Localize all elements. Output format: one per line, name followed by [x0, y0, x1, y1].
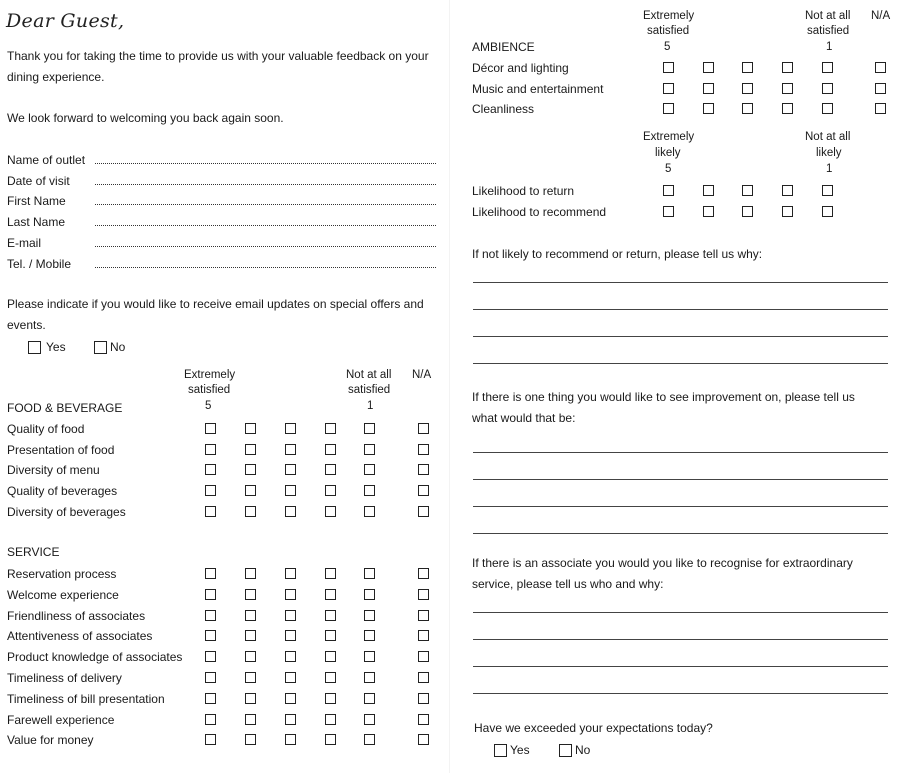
exceeded-no-checkbox[interactable]: [559, 744, 572, 757]
rating-checkbox-timeliness-of-bill-presentation-5[interactable]: [205, 693, 216, 704]
rating-checkbox-product-knowledge-of-associates-1[interactable]: [364, 651, 375, 662]
rating-label-music-and-entertainment: Music and entertainment: [472, 81, 604, 96]
rating-label-timeliness-of-delivery: Timeliness of delivery: [7, 671, 122, 685]
rating-checkbox-quality-of-food-na[interactable]: [418, 423, 429, 434]
rating-checkbox-farewell-experience-5[interactable]: [205, 714, 216, 725]
rating-checkbox-music-and-entertainment-5[interactable]: [663, 83, 674, 94]
rating-checkbox-quality-of-food-1[interactable]: [364, 423, 375, 434]
rating-checkbox-value-for-money-3[interactable]: [285, 734, 296, 745]
rating-checkbox-cleanliness-1[interactable]: [822, 103, 833, 114]
ambience-scale-one: 1: [826, 41, 833, 53]
rating-checkbox-presentation-of-food-3[interactable]: [285, 444, 296, 455]
rating-checkbox-welcome-experience-3[interactable]: [285, 589, 296, 600]
email-updates-yes-label: Yes: [46, 340, 66, 354]
rating-checkbox-timeliness-of-delivery-4[interactable]: [245, 672, 256, 683]
field-label-tel-mobile: Tel. / Mobile: [7, 256, 72, 271]
rating-checkbox-product-knowledge-of-associates-3[interactable]: [285, 651, 296, 662]
food-scale-not-at-all: Not at all: [346, 369, 392, 381]
rating-checkbox-attentiveness-of-associates-3[interactable]: [285, 630, 296, 641]
rating-checkbox-farewell-experience-na[interactable]: [418, 714, 429, 725]
rating-label-product-knowledge-of-associates: Product knowledge of associates: [7, 650, 183, 665]
rating-checkbox-likelihood-to-return-3[interactable]: [742, 185, 753, 196]
rating-checkbox-music-and-entertainment-1[interactable]: [822, 83, 833, 94]
rating-checkbox-friendliness-of-associates-2[interactable]: [325, 610, 336, 621]
rating-checkbox-likelihood-to-return-2[interactable]: [782, 185, 793, 196]
rating-checkbox-diversity-of-beverages-1[interactable]: [364, 506, 375, 517]
food-beverage-heading: FOOD & BEVERAGE: [7, 401, 123, 415]
rating-label-farewell-experience: Farewell experience: [7, 712, 115, 727]
answer-line-2-1[interactable]: [473, 452, 888, 453]
field-label-last-name: Last Name: [7, 215, 66, 230]
rating-checkbox-quality-of-food-4[interactable]: [245, 423, 256, 434]
rating-checkbox-d-cor-and-lighting-na[interactable]: [875, 62, 886, 73]
rating-checkbox-farewell-experience-1[interactable]: [364, 714, 375, 725]
answer-line-2-3[interactable]: [473, 506, 888, 507]
likely-scale-one: 1: [826, 163, 833, 175]
email-updates-yes-checkbox[interactable]: [28, 341, 41, 354]
rating-checkbox-farewell-experience-2[interactable]: [325, 714, 336, 725]
rating-checkbox-likelihood-to-recommend-2[interactable]: [782, 206, 793, 217]
rating-checkbox-quality-of-beverages-2[interactable]: [325, 485, 336, 496]
rating-checkbox-likelihood-to-recommend-3[interactable]: [742, 206, 753, 217]
answer-line-3-1[interactable]: [473, 612, 888, 613]
field-label-e-mail: E-mail: [7, 235, 42, 250]
rating-checkbox-presentation-of-food-5[interactable]: [205, 444, 216, 455]
food-scale-one: 1: [367, 400, 374, 412]
rating-label-likelihood-to-recommend: Likelihood to recommend: [472, 204, 607, 219]
field-label-date-of-visit: Date of visit: [7, 173, 70, 188]
exceeded-no-label: No: [575, 743, 591, 757]
field-input-tel-mobile[interactable]: [95, 267, 436, 268]
rating-checkbox-welcome-experience-na[interactable]: [418, 589, 429, 600]
rating-checkbox-quality-of-beverages-na[interactable]: [418, 485, 429, 496]
field-input-last-name[interactable]: [95, 225, 436, 226]
rating-checkbox-music-and-entertainment-2[interactable]: [782, 83, 793, 94]
food-scale-na: N/A: [412, 369, 432, 381]
likely-scale-extremely: Extremely: [643, 131, 695, 143]
rating-checkbox-attentiveness-of-associates-4[interactable]: [245, 630, 256, 641]
salutation: Dear Guest,: [6, 10, 125, 32]
rating-label-value-for-money: Value for money: [7, 733, 94, 748]
email-updates-no-label: No: [110, 340, 126, 354]
rating-checkbox-d-cor-and-lighting-2[interactable]: [782, 62, 793, 73]
rating-checkbox-diversity-of-menu-2[interactable]: [325, 464, 336, 475]
rating-checkbox-likelihood-to-return-5[interactable]: [663, 185, 674, 196]
rating-checkbox-diversity-of-beverages-2[interactable]: [325, 506, 336, 517]
likely-scale-likely: likely: [655, 147, 681, 159]
rating-checkbox-d-cor-and-lighting-4[interactable]: [703, 62, 714, 73]
rating-label-attentiveness-of-associates: Attentiveness of associates: [7, 629, 153, 644]
food-scale-satisfied-low: satisfied: [348, 384, 391, 396]
rating-checkbox-timeliness-of-bill-presentation-3[interactable]: [285, 693, 296, 704]
email-updates-text-line2: events.: [7, 318, 46, 332]
rating-checkbox-value-for-money-5[interactable]: [205, 734, 216, 745]
rating-label-cleanliness: Cleanliness: [472, 102, 535, 116]
rating-checkbox-likelihood-to-return-4[interactable]: [703, 185, 714, 196]
rating-checkbox-diversity-of-menu-1[interactable]: [364, 464, 375, 475]
rating-checkbox-diversity-of-menu-na[interactable]: [418, 464, 429, 475]
service-heading: SERVICE: [7, 545, 60, 559]
ambience-scale-extremely: Extremely: [643, 10, 695, 22]
rating-checkbox-welcome-experience-4[interactable]: [245, 589, 256, 600]
answer-line-1-4[interactable]: [473, 363, 888, 364]
answer-line-1-1[interactable]: [473, 282, 888, 283]
rating-checkbox-friendliness-of-associates-3[interactable]: [285, 610, 296, 621]
exceeded-yes-label: Yes: [510, 743, 530, 757]
rating-checkbox-cleanliness-5[interactable]: [663, 103, 674, 114]
field-input-date-of-visit[interactable]: [95, 184, 436, 185]
rating-checkbox-likelihood-to-recommend-5[interactable]: [663, 206, 674, 217]
rating-checkbox-attentiveness-of-associates-5[interactable]: [205, 630, 216, 641]
food-scale-five: 5: [205, 400, 212, 412]
not-likely-question: If not likely to recommend or return, please tell us why:: [472, 247, 763, 261]
rating-label-welcome-experience: Welcome experience: [7, 587, 119, 602]
rating-checkbox-cleanliness-4[interactable]: [703, 103, 714, 114]
rating-checkbox-presentation-of-food-4[interactable]: [245, 444, 256, 455]
exceeded-yes-checkbox[interactable]: [494, 744, 507, 757]
rating-checkbox-music-and-entertainment-3[interactable]: [742, 83, 753, 94]
answer-line-3-4[interactable]: [473, 693, 888, 694]
rating-checkbox-cleanliness-3[interactable]: [742, 103, 753, 114]
rating-checkbox-welcome-experience-5[interactable]: [205, 589, 216, 600]
answer-line-3-3[interactable]: [473, 666, 888, 667]
rating-checkbox-quality-of-food-2[interactable]: [325, 423, 336, 434]
rating-checkbox-cleanliness-na[interactable]: [875, 103, 886, 114]
ambience-scale-satisfied-low: satisfied: [807, 25, 850, 37]
rating-checkbox-likelihood-to-recommend-1[interactable]: [822, 206, 833, 217]
rating-checkbox-quality-of-beverages-3[interactable]: [285, 485, 296, 496]
page-fold: [449, 0, 450, 773]
rating-checkbox-friendliness-of-associates-na[interactable]: [418, 610, 429, 621]
ambience-scale-not-at-all: Not at all: [805, 10, 851, 22]
food-scale-satisfied: satisfied: [188, 384, 231, 396]
rating-checkbox-value-for-money-2[interactable]: [325, 734, 336, 745]
rating-checkbox-diversity-of-beverages-5[interactable]: [205, 506, 216, 517]
rating-checkbox-welcome-experience-1[interactable]: [364, 589, 375, 600]
rating-label-diversity-of-beverages: Diversity of beverages: [7, 504, 126, 519]
rating-checkbox-diversity-of-menu-4[interactable]: [245, 464, 256, 475]
rating-checkbox-product-knowledge-of-associates-na[interactable]: [418, 651, 429, 662]
rating-label-diversity-of-menu: Diversity of menu: [7, 463, 100, 478]
rating-checkbox-diversity-of-menu-5[interactable]: [205, 464, 216, 475]
email-updates-text-line1: Please indicate if you would like to receive email updates on special offers and: [7, 297, 424, 311]
rating-checkbox-quality-of-beverages-1[interactable]: [364, 485, 375, 496]
rating-checkbox-timeliness-of-delivery-na[interactable]: [418, 672, 429, 683]
intro-text-line1: Thank you for taking the time to provide us with your valuable feedback on your: [7, 49, 429, 63]
rating-checkbox-reservation-process-5[interactable]: [205, 568, 216, 579]
food-scale-extremely: Extremely: [184, 369, 236, 381]
rating-checkbox-presentation-of-food-1[interactable]: [364, 444, 375, 455]
likely-scale-likely-low: likely: [816, 147, 842, 159]
rating-checkbox-attentiveness-of-associates-1[interactable]: [364, 630, 375, 641]
rating-checkbox-reservation-process-na[interactable]: [418, 568, 429, 579]
field-label-first-name: First Name: [7, 194, 66, 209]
rating-checkbox-welcome-experience-2[interactable]: [325, 589, 336, 600]
rating-checkbox-friendliness-of-associates-4[interactable]: [245, 610, 256, 621]
rating-checkbox-likelihood-to-recommend-4[interactable]: [703, 206, 714, 217]
rating-checkbox-timeliness-of-delivery-5[interactable]: [205, 672, 216, 683]
answer-line-1-3[interactable]: [473, 336, 888, 337]
rating-checkbox-attentiveness-of-associates-2[interactable]: [325, 630, 336, 641]
rating-checkbox-farewell-experience-3[interactable]: [285, 714, 296, 725]
field-input-first-name[interactable]: [95, 204, 436, 205]
rating-checkbox-quality-of-food-3[interactable]: [285, 423, 296, 434]
exceeded-question: Have we exceeded your expectations today?: [474, 721, 713, 735]
ambience-scale-na: N/A: [871, 10, 891, 22]
rating-checkbox-diversity-of-beverages-4[interactable]: [245, 506, 256, 517]
rating-checkbox-reservation-process-4[interactable]: [245, 568, 256, 579]
rating-checkbox-friendliness-of-associates-1[interactable]: [364, 610, 375, 621]
email-updates-no-checkbox[interactable]: [94, 341, 107, 354]
likely-scale-not-at-all: Not at all: [805, 131, 851, 143]
rating-checkbox-friendliness-of-associates-5[interactable]: [205, 610, 216, 621]
answer-line-2-2[interactable]: [473, 479, 888, 480]
rating-checkbox-reservation-process-3[interactable]: [285, 568, 296, 579]
rating-checkbox-quality-of-food-5[interactable]: [205, 423, 216, 434]
rating-checkbox-farewell-experience-4[interactable]: [245, 714, 256, 725]
rating-checkbox-attentiveness-of-associates-na[interactable]: [418, 630, 429, 641]
field-label-name-of-outlet: Name of outlet: [7, 153, 86, 167]
rating-checkbox-timeliness-of-bill-presentation-4[interactable]: [245, 693, 256, 704]
rating-checkbox-product-knowledge-of-associates-5[interactable]: [205, 651, 216, 662]
rating-checkbox-value-for-money-na[interactable]: [418, 734, 429, 745]
answer-line-3-2[interactable]: [473, 639, 888, 640]
rating-checkbox-quality-of-beverages-4[interactable]: [245, 485, 256, 496]
rating-checkbox-diversity-of-beverages-3[interactable]: [285, 506, 296, 517]
rating-checkbox-diversity-of-menu-3[interactable]: [285, 464, 296, 475]
rating-checkbox-reservation-process-1[interactable]: [364, 568, 375, 579]
rating-checkbox-reservation-process-2[interactable]: [325, 568, 336, 579]
ambience-scale-five: 5: [664, 41, 671, 53]
rating-checkbox-presentation-of-food-2[interactable]: [325, 444, 336, 455]
field-input-e-mail[interactable]: [95, 246, 436, 247]
likely-scale-five: 5: [665, 163, 672, 175]
rating-checkbox-music-and-entertainment-na[interactable]: [875, 83, 886, 94]
ambience-scale-satisfied: satisfied: [647, 25, 690, 37]
rating-checkbox-music-and-entertainment-4[interactable]: [703, 83, 714, 94]
answer-line-1-2[interactable]: [473, 309, 888, 310]
rating-label-likelihood-to-return: Likelihood to return: [472, 184, 575, 198]
rating-checkbox-d-cor-and-lighting-5[interactable]: [663, 62, 674, 73]
rating-label-timeliness-of-bill-presentation: Timeliness of bill presentation: [7, 691, 165, 706]
rating-checkbox-timeliness-of-bill-presentation-na[interactable]: [418, 693, 429, 704]
intro-text-line2: dining experience.: [7, 70, 105, 84]
rating-checkbox-product-knowledge-of-associates-2[interactable]: [325, 651, 336, 662]
rating-checkbox-value-for-money-1[interactable]: [364, 734, 375, 745]
rating-checkbox-likelihood-to-return-1[interactable]: [822, 185, 833, 196]
answer-line-2-4[interactable]: [473, 533, 888, 534]
rating-label-d-cor-and-lighting: Décor and lighting: [472, 61, 569, 75]
rating-checkbox-value-for-money-4[interactable]: [245, 734, 256, 745]
rating-checkbox-timeliness-of-delivery-2[interactable]: [325, 672, 336, 683]
rating-checkbox-d-cor-and-lighting-3[interactable]: [742, 62, 753, 73]
rating-checkbox-quality-of-beverages-5[interactable]: [205, 485, 216, 496]
rating-label-friendliness-of-associates: Friendliness of associates: [7, 608, 146, 623]
welcome-back-text: We look forward to welcoming you back again soon.: [7, 111, 284, 125]
rating-checkbox-d-cor-and-lighting-1[interactable]: [822, 62, 833, 73]
rating-checkbox-timeliness-of-delivery-3[interactable]: [285, 672, 296, 683]
rating-label-quality-of-beverages: Quality of beverages: [7, 484, 118, 499]
rating-checkbox-presentation-of-food-na[interactable]: [418, 444, 429, 455]
rating-label-quality-of-food: Quality of food: [7, 422, 85, 436]
rating-checkbox-timeliness-of-delivery-1[interactable]: [364, 672, 375, 683]
field-input-name-of-outlet[interactable]: [95, 163, 436, 164]
rating-checkbox-product-knowledge-of-associates-4[interactable]: [245, 651, 256, 662]
ambience-heading: AMBIENCE: [472, 40, 535, 54]
rating-checkbox-cleanliness-2[interactable]: [782, 103, 793, 114]
rating-checkbox-timeliness-of-bill-presentation-1[interactable]: [364, 693, 375, 704]
rating-label-presentation-of-food: Presentation of food: [7, 442, 115, 457]
rating-checkbox-diversity-of-beverages-na[interactable]: [418, 506, 429, 517]
improvement-question-line1: If there is one thing you would like to see improvement on, please tell us: [472, 390, 855, 404]
associate-question-line1: If there is an associate you would you like to recognise for extraordinary: [472, 556, 853, 570]
rating-label-reservation-process: Reservation process: [7, 567, 117, 581]
rating-checkbox-timeliness-of-bill-presentation-2[interactable]: [325, 693, 336, 704]
associate-question-line2: service, please tell us who and why:: [472, 577, 664, 591]
improvement-question-line2: what would that be:: [472, 411, 576, 425]
